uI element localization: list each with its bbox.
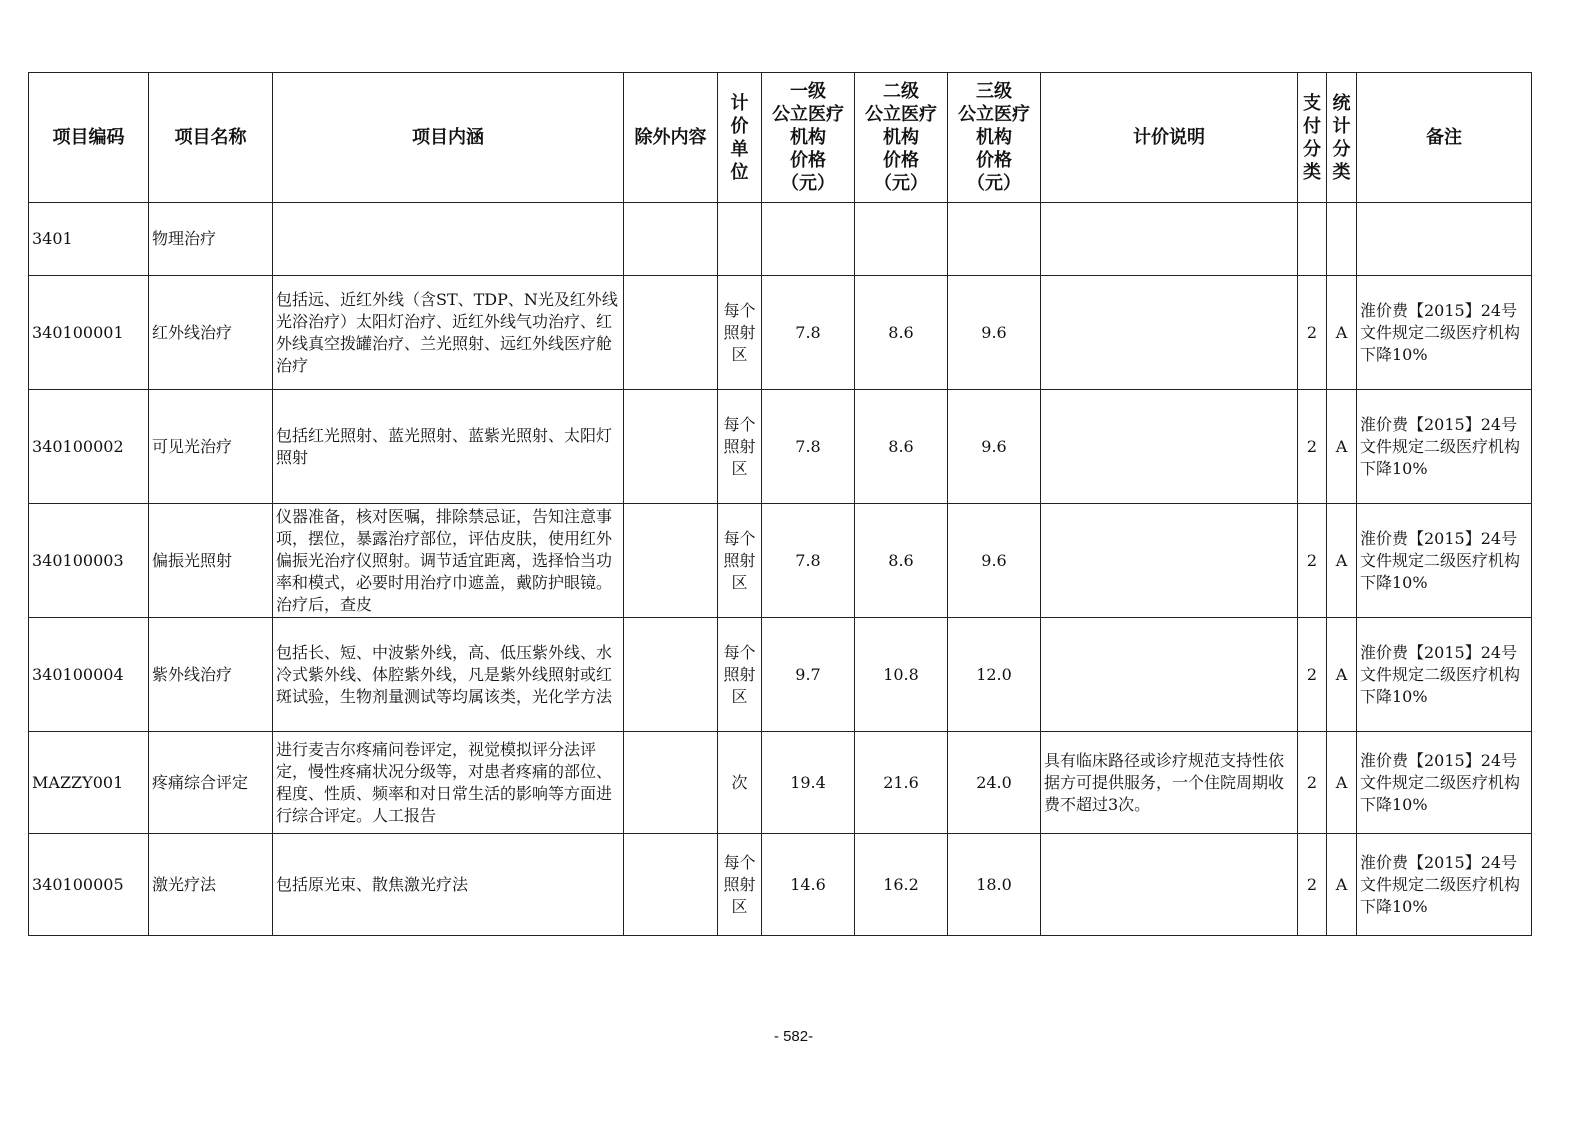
item-unit: 每个照射区 [718, 504, 762, 618]
item-name: 可见光治疗 [149, 390, 273, 504]
item-unit: 每个照射区 [718, 618, 762, 732]
price-table [28, 72, 1532, 936]
item-price-level1: 9.7 [762, 618, 855, 732]
item-statistics-class: A [1327, 732, 1357, 834]
item-price-level2: 21.6 [855, 732, 948, 834]
item-remark: 淮价费【2015】24号文件规定二级医疗机构下降10% [1357, 618, 1532, 732]
table-row [29, 276, 1532, 390]
item-remark: 淮价费【2015】24号文件规定二级医疗机构下降10% [1357, 834, 1532, 936]
item-unit: 每个照射区 [718, 390, 762, 504]
category-name: 物理治疗 [149, 203, 273, 276]
empty-cell [1357, 203, 1532, 276]
item-payment-class: 2 [1298, 834, 1327, 936]
item-price-level1: 14.6 [762, 834, 855, 936]
item-content-text: 进行麦吉尔疼痛问卷评定，视觉模拟评分法评定，慢性疼痛状况分级等，对患者疼痛的部位、程度、性质、频率和对日常生活的影响等方面进行综合评定。人工报告 [276, 739, 613, 825]
item-unit: 每个照射区 [718, 834, 762, 936]
item-payment-class: 2 [1298, 276, 1327, 390]
empty-cell [624, 203, 718, 276]
item-remark: 淮价费【2015】24号文件规定二级医疗机构下降10% [1357, 276, 1532, 390]
item-price-level1: 7.8 [762, 276, 855, 390]
item-unit: 次 [718, 732, 762, 834]
item-exclusions [624, 834, 718, 936]
item-content-text: 包括远、近红外线（含ST、TDP、N光及红外线光浴治疗）太阳灯治疗、近红外线气功治疗、红外线真空拨罐治疗、兰光照射、远红外线医疗舱治疗 [276, 289, 618, 375]
item-price-level2: 10.8 [855, 618, 948, 732]
header-row [29, 73, 1532, 203]
item-content-text: 仪器准备，核对医嘱，排除禁忌证，告知注意事项，摆位，暴露治疗部位，评估皮肤，使用红外偏振光治疗仪照射。调节适宜距离，选择恰当功率和模式，必要时用治疗巾遮盖，戴防护眼镜。治疗后，查皮 [276, 506, 613, 614]
item-statistics-class: A [1327, 504, 1357, 618]
empty-cell [855, 203, 948, 276]
item-price-level3: 18.0 [948, 834, 1041, 936]
item-code: 340100005 [29, 834, 149, 936]
item-name: 紫外线治疗 [149, 618, 273, 732]
category-row [29, 203, 1532, 276]
item-name: 激光疗法 [149, 834, 273, 936]
item-price-level3: 24.0 [948, 732, 1041, 834]
item-statistics-class: A [1327, 390, 1357, 504]
category-code: 3401 [29, 203, 149, 276]
item-price-level3: 12.0 [948, 618, 1041, 732]
item-payment-class: 2 [1298, 504, 1327, 618]
item-statistics-class: A [1327, 834, 1357, 936]
table-row [29, 390, 1532, 504]
item-price-level3: 9.6 [948, 390, 1041, 504]
item-name: 疼痛综合评定 [149, 732, 273, 834]
header-price-level3: 三级 公立医疗 机构 价格 （元） [948, 73, 1041, 203]
item-code: 340100002 [29, 390, 149, 504]
item-unit: 每个照射区 [718, 276, 762, 390]
item-price-level3: 9.6 [948, 504, 1041, 618]
item-price-level1: 7.8 [762, 390, 855, 504]
item-content-text: 包括红光照射、蓝光照射、蓝紫光照射、太阳灯照射 [276, 425, 613, 467]
item-code: 340100004 [29, 618, 149, 732]
item-price-level1: 7.8 [762, 504, 855, 618]
item-pricing-note: 具有临床路径或诊疗规范支持性依据方可提供服务，一个住院周期收费不超过3次。 [1041, 732, 1298, 834]
item-exclusions [624, 276, 718, 390]
header-payment-class: 支 付 分 类 [1298, 73, 1327, 203]
empty-cell [1041, 203, 1298, 276]
item-statistics-class: A [1327, 276, 1357, 390]
header-statistics-class: 统 计 分 类 [1327, 73, 1357, 203]
item-pricing-note [1041, 390, 1298, 504]
item-exclusions [624, 390, 718, 504]
item-pricing-note [1041, 276, 1298, 390]
item-content [273, 618, 624, 732]
item-payment-class: 2 [1298, 390, 1327, 504]
header-code: 项目编码 [29, 73, 149, 203]
item-price-level2: 8.6 [855, 390, 948, 504]
item-content [273, 834, 624, 936]
item-price-level1: 19.4 [762, 732, 855, 834]
empty-cell [1327, 203, 1357, 276]
item-pricing-note [1041, 504, 1298, 618]
item-price-level2: 8.6 [855, 504, 948, 618]
header-pricing-note: 计价说明 [1041, 73, 1298, 203]
table-row [29, 618, 1532, 732]
item-code: 340100003 [29, 504, 149, 618]
item-content [273, 504, 624, 618]
item-payment-class: 2 [1298, 618, 1327, 732]
item-statistics-class: A [1327, 618, 1357, 732]
item-exclusions [624, 618, 718, 732]
item-content [273, 390, 624, 504]
item-payment-class: 2 [1298, 732, 1327, 834]
item-exclusions [624, 504, 718, 618]
header-unit: 计 价 单 位 [718, 73, 762, 203]
header-content: 项目内涵 [273, 73, 624, 203]
page-number: - 582- [773, 1028, 814, 1045]
empty-cell [273, 203, 624, 276]
header-price-level2: 二级 公立医疗 机构 价格 （元） [855, 73, 948, 203]
header-exclusions: 除外内容 [624, 73, 718, 203]
item-pricing-note [1041, 618, 1298, 732]
item-name: 偏振光照射 [149, 504, 273, 618]
header-name: 项目名称 [149, 73, 273, 203]
item-code: MAZZY001 [29, 732, 149, 834]
empty-cell [718, 203, 762, 276]
item-price-level3: 9.6 [948, 276, 1041, 390]
empty-cell [762, 203, 855, 276]
item-code: 340100001 [29, 276, 149, 390]
table-row [29, 834, 1532, 936]
empty-cell [1298, 203, 1327, 276]
item-content [273, 732, 624, 834]
item-exclusions [624, 732, 718, 834]
item-content [273, 276, 624, 390]
item-content-text: 包括原光束、散焦激光疗法 [276, 874, 469, 894]
item-remark: 淮价费【2015】24号文件规定二级医疗机构下降10% [1357, 732, 1532, 834]
item-pricing-note [1041, 834, 1298, 936]
table-row [29, 504, 1532, 618]
item-price-level2: 8.6 [855, 276, 948, 390]
table-row [29, 732, 1532, 834]
header-remark: 备注 [1357, 73, 1532, 203]
empty-cell [948, 203, 1041, 276]
item-remark: 淮价费【2015】24号文件规定二级医疗机构下降10% [1357, 390, 1532, 504]
item-price-level2: 16.2 [855, 834, 948, 936]
item-content-text: 包括长、短、中波紫外线，高、低压紫外线、水冷式紫外线、体腔紫外线，凡是紫外线照射或红斑试验，生物剂量测试等均属该类，光化学方法 [276, 642, 613, 706]
header-price-level1: 一级 公立医疗 机构 价格 （元） [762, 73, 855, 203]
item-name: 红外线治疗 [149, 276, 273, 390]
item-remark: 淮价费【2015】24号文件规定二级医疗机构下降10% [1357, 504, 1532, 618]
